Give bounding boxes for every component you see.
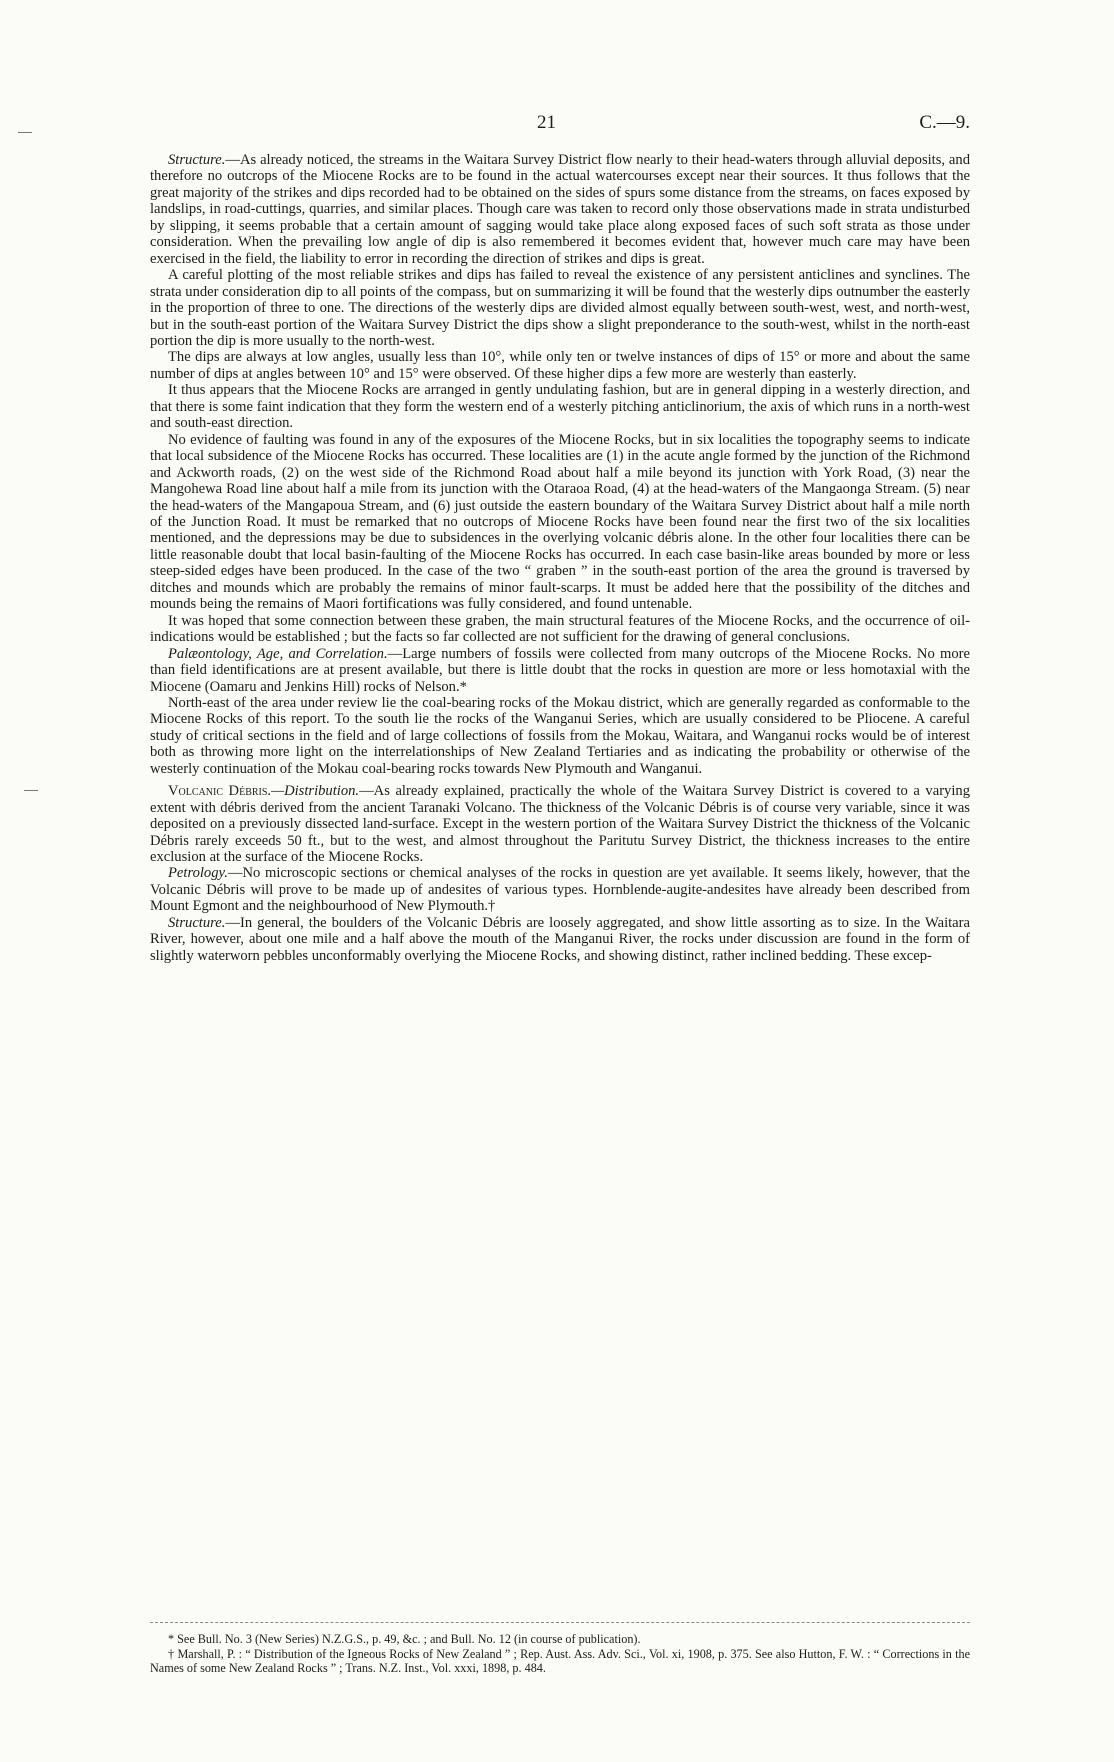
paragraph-text: —In general, the boulders of the Volcanic Débris are loosely aggregated, and show little assorting as to size. In the Waitara River, however, about one mile and a half above the mouth of the Manganui River, the rocks under discussion are found in the form of slightly waterworn pebbles unconformably overlying the Miocene Rocks, and showing distinct, rather inclined bedding. These excep- xyxy=(150,914,970,964)
paragraph xyxy=(150,267,970,349)
paragraph-heading: —Distribution. xyxy=(271,783,360,800)
paragraph-text: North-east of the area under review lie the coal-bearing rocks of the Mokau district, which are generally regarded as conformable to the Miocene Rocks of this report. To the south lie the rocks of the Wanganui Series, which are usually considered to be Pliocene. A careful study of critical sections in the field and of large collections of fossils from the Mokau, Waitara, and Wanganui rocks would be of interest both as throwing more light on the interrelationships of New Zealand Tertiaries and as indicating the probability or otherwise of the westerly continuation of the Mokau coal-bearing rocks towards New Plymouth and Wanganui. xyxy=(150,694,970,777)
footnote: † Marshall, P. : “ Distribution of the Igneous Rocks of New Zealand ” ; Rep. Aust. Ass. Adv. Sci., Vol. xi, 1908, p. 375. See also Hutton, F. W. : “ Corrections in the Names of some New Zealand Rocks ” ; Trans. N.Z. Inst., Vol. xxxi, 1898, p. 484. xyxy=(150,1646,970,1675)
paragraph-heading: Structure. xyxy=(168,152,226,168)
paragraph-text: —Large numbers of fossils were collected from many outcrops of the Miocene Rocks. No more than field identifications are at present available, but there is little doubt that the rocks in question are more or less homotaxial with the Miocene (Oamaru and Jenkins Hill) rocks of Nelson.* xyxy=(150,645,970,695)
document-reference: C.—9. xyxy=(919,112,970,133)
paragraph-text: —As already noticed, the streams in the Waitara Survey District flow nearly to their head-waters through alluvial deposits, and therefore no outcrops of the Miocene Rocks are to be found in the actual watercourses except near their sources. It thus follows that the great majority of the strikes and dips recorded had to be obtained on the sides of spurs some distance from the streams, on faces exposed by landslips, in road-cuttings, quarries, and similar places. Though care was taken to record only those observations made in strata undisturbed by slipping, it seems probable that a certain amount of sagging would take place along exposed faces of such soft strata as those under consideration. When the prevailing low angle of dip is also remembered it becomes evident that, however much care may have been exercised in the field, the liability to error in recording the direction of strikes and dips is great. xyxy=(150,152,970,267)
paragraph-text: A careful plotting of the most reliable strikes and dips has failed to reveal the existence of any persistent anticlines and synclines. The strata under consideration dip to all points of the compass, but on summarizing it will be found that the westerly dips outnumber the easterly in the proportion of three to one. The directions of the westerly dips are divided almost equally between south-west, west, and north-west, but in the south-east portion of the Waitara Survey District the dips show a slight preponderance to the south-west, whilst in the north-east portion the dip is more usually to the north-west. xyxy=(150,267,970,349)
footnote: * See Bull. No. 3 (New Series) N.Z.G.S., p. 49, &c. ; and Bull. No. 12 (in course of publication). xyxy=(168,1632,641,1646)
paragraph xyxy=(150,915,970,964)
footnote-divider xyxy=(150,1622,970,1623)
paragraph-text: —No microscopic sections or chemical analyses of the rocks in question are yet available. It seems likely, however, that the Volcanic Débris will prove to be made up of andesites of various types. Hornblende-augite-andesites have already been described from Mount Egmont and the neighbourhood of New Plymouth.† xyxy=(150,865,970,915)
paragraph-heading: Palæontology, Age, and Correlation. xyxy=(168,645,388,662)
paragraph-text: The dips are always at low angles, usually less than 10°, while only ten or twelve instances of dips of 15° or more and about the same number of dips at angles between 10° and 15° were observed. Of these higher dips a few more are westerly than easterly. xyxy=(150,349,970,382)
paragraph xyxy=(150,695,970,777)
paragraph xyxy=(150,613,970,646)
body-text xyxy=(150,152,970,1610)
paragraph-text: It was hoped that some connection between these graben, the main structural features of the Miocene Rocks, and the occurrence of oil-indications would be established ; but the facts so far collected are not sufficient for the drawing of general conclusions. xyxy=(150,612,970,646)
paragraph xyxy=(150,349,970,382)
paragraph xyxy=(150,152,970,267)
scan-mark xyxy=(18,132,32,133)
paragraph xyxy=(150,382,970,431)
paragraph xyxy=(150,865,970,914)
paragraph xyxy=(150,432,970,613)
footnotes xyxy=(150,1632,970,1702)
paragraph xyxy=(150,646,970,695)
paragraph-heading: Petrology. xyxy=(168,865,228,882)
page-number: 21 xyxy=(537,112,556,133)
paragraph-heading: Structure. xyxy=(168,914,226,931)
paragraph xyxy=(150,783,970,865)
section-heading: Volcanic Débris. xyxy=(168,783,272,800)
page-header xyxy=(150,112,970,142)
paragraph-text: It thus appears that the Miocene Rocks are arranged in gently undulating fashion, but are in general dipping in a westerly direction, and that there is some faint indication that they form the western end of a westerly pitching anticlinorium, the axis of which runs in a north-west and south-east direction. xyxy=(150,382,970,432)
scan-mark xyxy=(24,790,38,791)
paragraph-text: —As already explained, practically the whole of the Waitara Survey District is covered to a varying extent with débris derived from the ancient Taranaki Volcano. The thickness of the Volcanic Débris is of course very variable, since it was deposited on a previously dissected land-surface. Except in the western portion of the Waitara Survey District the thickness of the Volcanic Débris rarely exceeds 50 ft., but to the west, and almost throughout the Paritutu Survey District, the thickness increases to the entire exclusion at the surface of the Miocene Rocks. xyxy=(150,783,970,866)
paragraph-text: No evidence of faulting was found in any of the exposures of the Miocene Rocks, but in six localities the topography seems to indicate that local subsidence of the Miocene Rocks has occurred. These localities are (1) in the acute angle formed by the junction of the Richmond and Ackworth roads, (2) on the west side of the Richmond Road about half a mile beyond its junction with York Road, (3) near the Mangohewa Road line about half a mile from its junction with the Otaraoa Road, (4) at the head-waters of the Mangaonga Stream. (5) near the head-waters of the Mangapoua Stream, and (6) just outside the eastern boundary of the Waitara Survey District about half a mile north of the Junction Road. It must be remarked that no outcrops of Miocene Rocks have been found near the first two of the six localities mentioned, and the depressions may be due to subsidences in the overlying volcanic débris alone. In the other four localities there can be little reasonable doubt that local basin-faulting of the Miocene Rocks has occurred. In each case basin-like areas bounded by more or less steep-sided edges have been produced. In the case of the two “ graben ” in the south-east portion of the area the ground is traversed by ditches and mounds which are probably the remains of minor fault-scarps. It must be added here that the possibility of the ditches and mounds being the remains of Maori fortifications was fully considered, and found untenable. xyxy=(150,431,970,613)
